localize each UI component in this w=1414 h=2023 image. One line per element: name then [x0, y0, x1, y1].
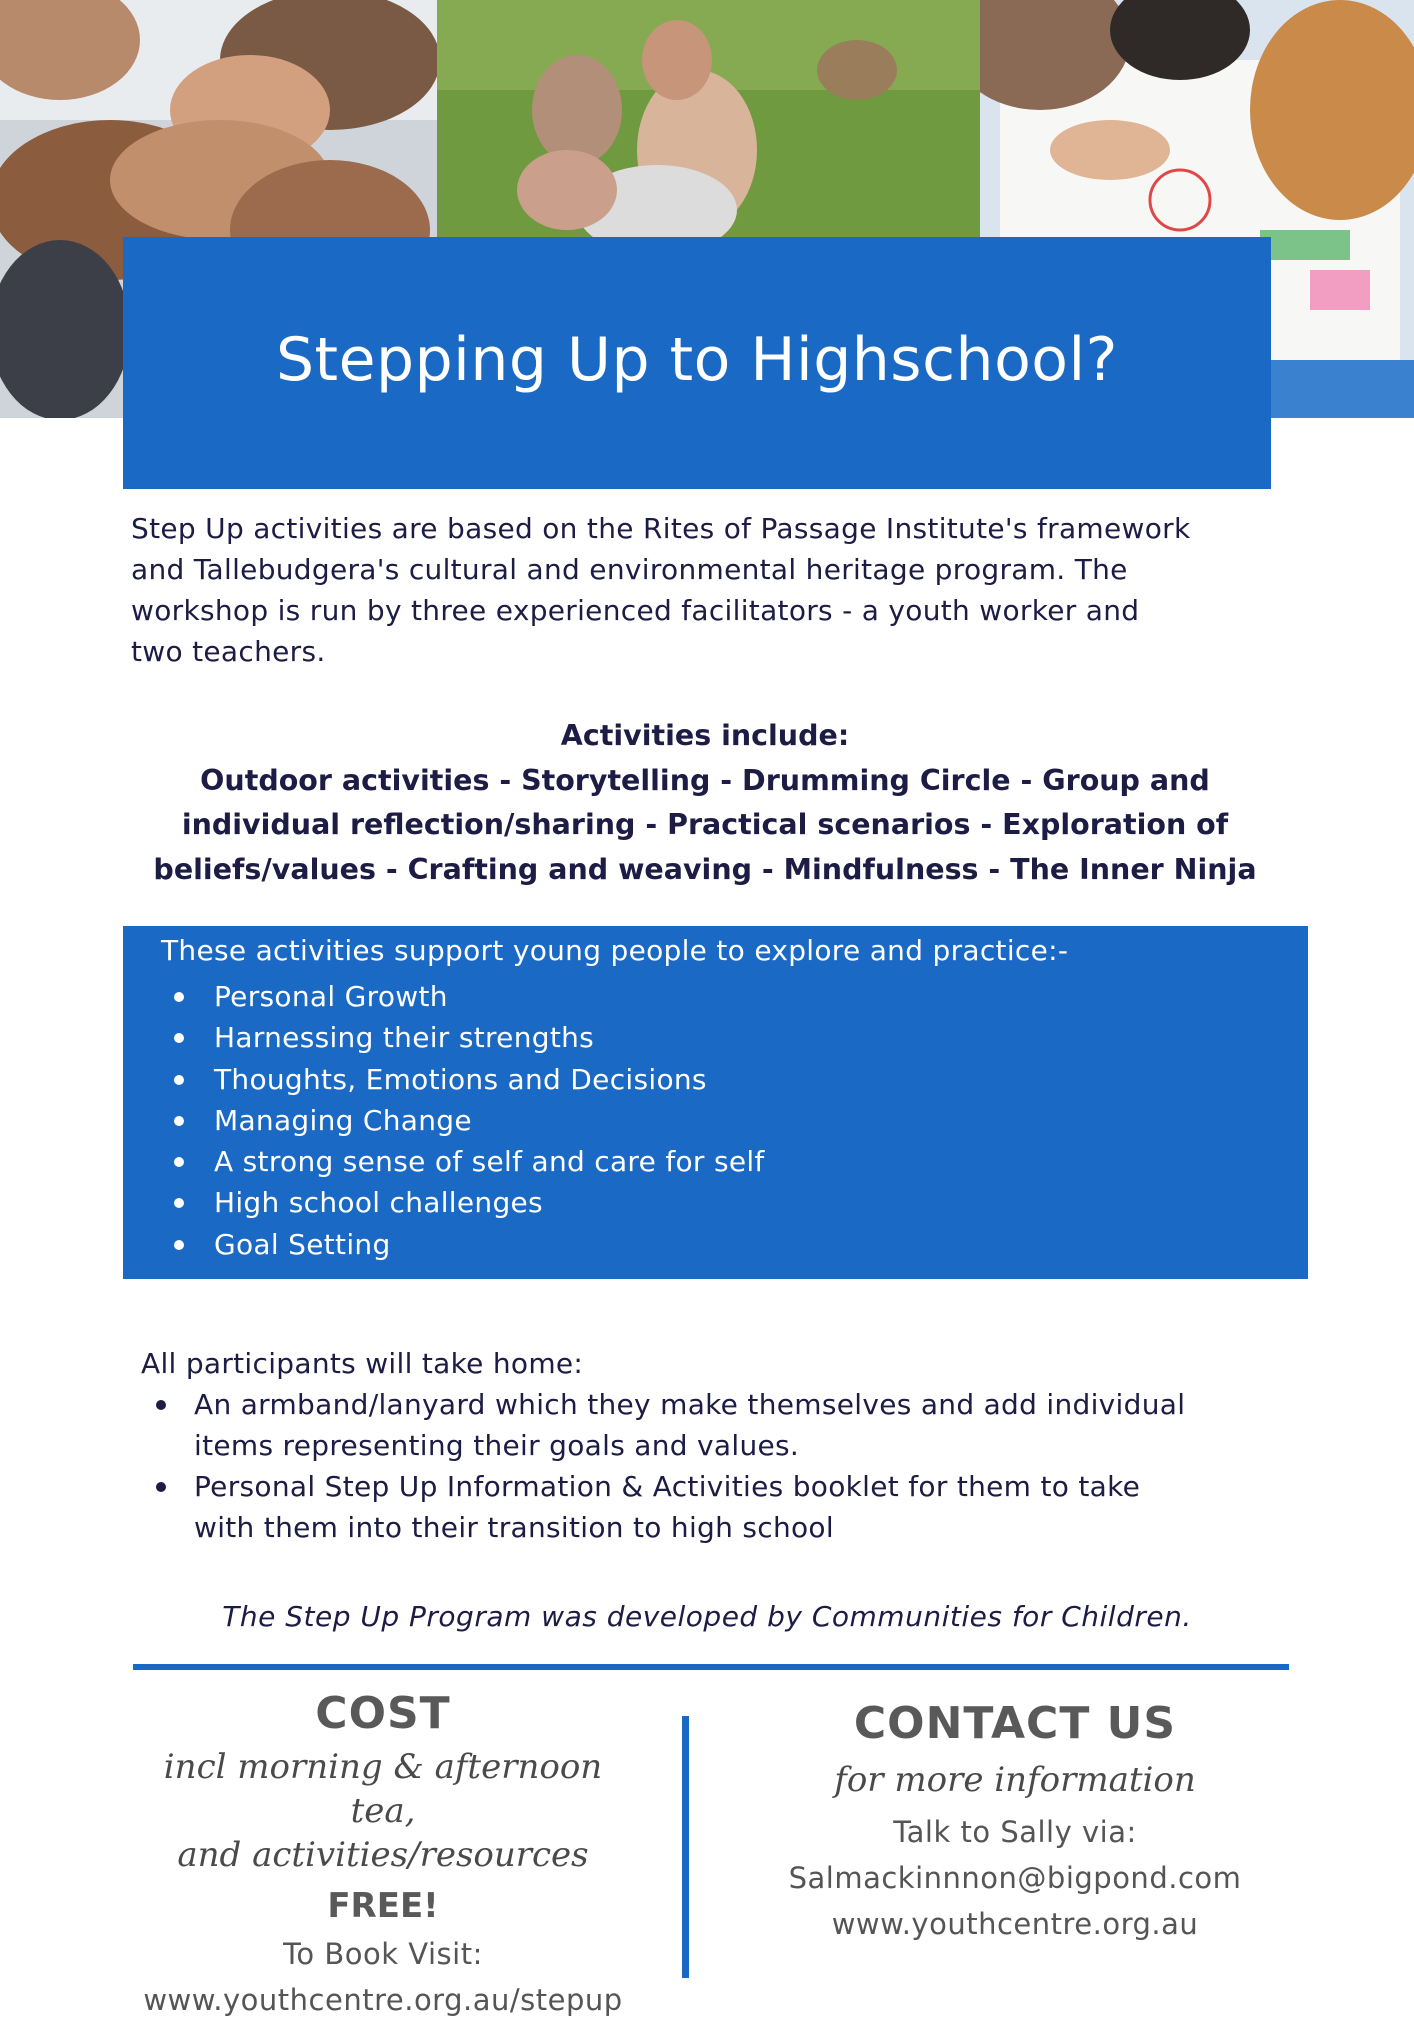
cost-heading: COST — [315, 1688, 451, 1739]
takehome-lead: All participants will take home: — [141, 1347, 584, 1380]
support-lead: These activities support young people to explore and practice:- — [161, 934, 1069, 967]
activities-line: individual reflection/sharing - Practical scenarios - Exploration of — [181, 808, 1229, 841]
intro-line: Step Up activities are based on the Rites of Passage Institute's framework — [131, 512, 1191, 545]
contact-email-link[interactable]: Salmackinnnon@bigpond.com — [788, 1861, 1242, 1895]
kids-on-grass-photo — [437, 0, 980, 237]
title-banner — [123, 237, 1271, 489]
intro-paragraph — [131, 508, 1301, 672]
list-item: Harnessing their strengths — [174, 1017, 765, 1058]
list-item-line: Personal Step Up Information & Activities booklet for them to take — [194, 1470, 1141, 1503]
support-list — [174, 976, 765, 1265]
list-item: Managing Change — [174, 1100, 765, 1141]
list-item: Thoughts, Emotions and Decisions — [174, 1059, 765, 1100]
cost-includes-line: incl morning & afternoon tea, — [163, 1747, 603, 1831]
program-credit: The Step Up Program was developed by Communities for Children. — [222, 1600, 1192, 1633]
list-item-line: An armband/lanyard which they make themselves and add individual — [194, 1388, 1186, 1421]
activities-heading: Activities include: — [560, 719, 850, 752]
intro-line: two teachers. — [131, 635, 326, 668]
list-item: High school challenges — [174, 1182, 765, 1223]
activities-line: Outdoor activities - Storytelling - Drumming Circle - Group and — [200, 763, 1210, 797]
list-item — [141, 1466, 1321, 1548]
intro-line: and Tallebudgera's cultural and environmental heritage program. The — [131, 553, 1128, 586]
contact-column — [755, 1688, 1275, 1947]
contact-subheading: for more information — [834, 1760, 1196, 1800]
page-title: Stepping Up to Highschool? — [275, 325, 1119, 395]
list-item: Personal Growth — [174, 976, 765, 1017]
vertical-divider — [682, 1716, 689, 1978]
list-item — [141, 1384, 1321, 1466]
list-item: Goal Setting — [174, 1224, 765, 1265]
takehome-section — [141, 1343, 1321, 1548]
contact-heading: CONTACT US — [853, 1698, 1177, 1749]
contact-talk: Talk to Sally via: — [893, 1815, 1137, 1849]
takehome-list — [141, 1384, 1321, 1548]
book-link[interactable]: www.youthcentre.org.au/stepup — [143, 1983, 623, 2017]
activities-line: beliefs/values - Crafting and weaving - Mindfulness - The Inner Ninja — [153, 852, 1257, 886]
cost-column — [133, 1688, 633, 2023]
cost-price: FREE! — [327, 1886, 439, 1926]
support-box — [123, 926, 1308, 1279]
list-item-line: with them into their transition to high school — [194, 1511, 834, 1544]
activities-section — [125, 714, 1285, 892]
cost-includes-line: and activities/resources — [177, 1835, 589, 1875]
intro-line: workshop is run by three experienced facilitators - a youth worker and — [131, 594, 1140, 627]
horizontal-divider — [133, 1664, 1289, 1670]
book-label: To Book Visit: — [283, 1937, 483, 1971]
list-item-line: items representing their goals and values. — [194, 1429, 800, 1462]
list-item: A strong sense of self and care for self — [174, 1141, 765, 1182]
contact-website-link[interactable]: www.youthcentre.org.au — [831, 1907, 1199, 1941]
